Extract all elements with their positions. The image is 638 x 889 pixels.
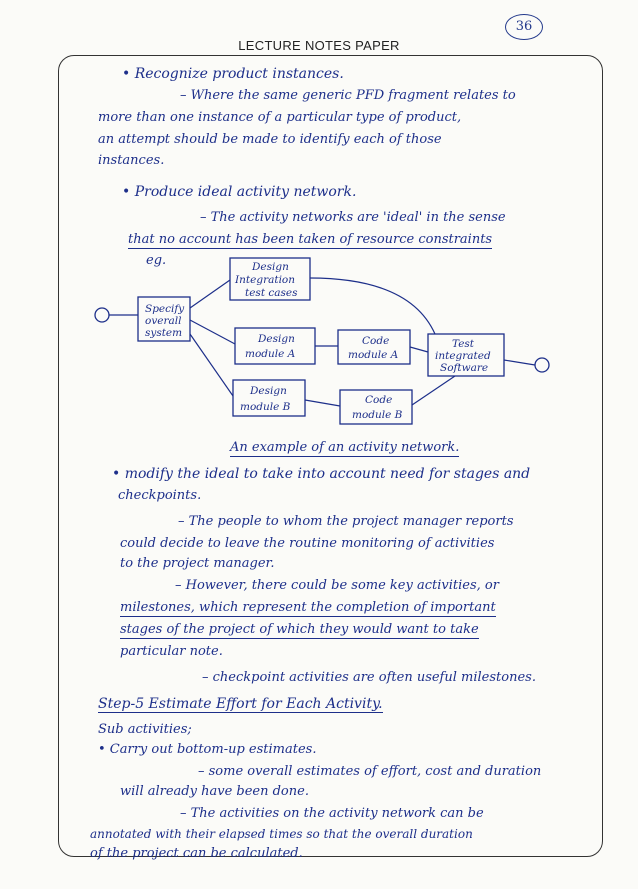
edge [504, 360, 535, 365]
node-label: system [145, 327, 183, 339]
text-line: instances. [98, 153, 165, 168]
text-line: will already have been done. [120, 784, 309, 799]
text-line: more than one instance of a particular type of product, [98, 110, 462, 125]
node-label: Design [252, 261, 289, 273]
text-line: – The people to whom the project manager reports [178, 514, 514, 529]
node-label: Test [452, 338, 475, 350]
node-label: Software [440, 362, 489, 374]
bullet-recognize-title: • Recognize product instances. [122, 66, 344, 82]
text-line: checkpoints. [118, 488, 202, 503]
page-header: LECTURE NOTES PAPER [238, 38, 400, 53]
text-line: – The activities on the activity network can be [180, 806, 484, 821]
edge [410, 347, 428, 352]
edge [412, 376, 455, 405]
node-label: Design [258, 333, 295, 345]
text-line: to the project manager. [120, 556, 275, 571]
text-line: could decide to leave the routine monitoring of activities [120, 536, 495, 551]
text-line: of the project can be calculated. [90, 846, 303, 861]
text-line: particular note. [120, 644, 223, 659]
text-line: stages of the project of which they would want to take [120, 622, 479, 637]
node-label: module A [245, 348, 296, 360]
text-line: an attempt should be made to identify each of those [98, 132, 442, 147]
node-label: Code [365, 394, 393, 406]
node-label: overall [145, 315, 182, 327]
edge [190, 280, 230, 308]
text-line: milestones, which represent the completion of important [120, 600, 496, 615]
node-label: integrated [435, 350, 491, 362]
text-line: – some overall estimates of effort, cost and duration [198, 764, 542, 779]
text-line: eg. [146, 253, 167, 268]
text-line: Sub activities; [98, 722, 192, 737]
node-label: Code [362, 335, 390, 347]
text-line: – However, there could be some key activities, or [175, 578, 499, 593]
node-label: Integration [235, 274, 296, 286]
bullet-modify-title: • modify the ideal to take into account need for stages and [112, 466, 531, 482]
node-label: module B [352, 409, 403, 421]
node-label: module B [240, 401, 291, 413]
node-label: Design [250, 385, 287, 397]
edge [305, 400, 340, 406]
edge [190, 320, 235, 344]
text-line: • Carry out bottom-up estimates. [98, 742, 317, 757]
text-line: – checkpoint activities are often useful milestones. [202, 670, 536, 685]
node-label: test cases [245, 287, 298, 299]
text-line: that no account has been taken of resource constraints [128, 232, 493, 247]
edge [310, 278, 435, 334]
text-line: – Where the same generic PFD fragment relates to [180, 88, 516, 103]
text-line: annotated with their elapsed times so that the overall duration [90, 827, 473, 841]
end-node [535, 358, 549, 372]
diagram-caption: An example of an activity network. [230, 440, 460, 455]
start-node [95, 308, 109, 322]
node-label: Specify [145, 303, 185, 315]
page-number: 36 [505, 14, 543, 40]
node-label: module A [348, 349, 399, 361]
bullet-produce-network-title: • Produce ideal activity network. [122, 184, 357, 200]
edge [190, 334, 233, 396]
step5-heading: Step-5 Estimate Effort for Each Activity. [98, 696, 383, 712]
text-line: – The activity networks are 'ideal' in the sense [200, 210, 506, 225]
activity-network-diagram [90, 250, 560, 430]
